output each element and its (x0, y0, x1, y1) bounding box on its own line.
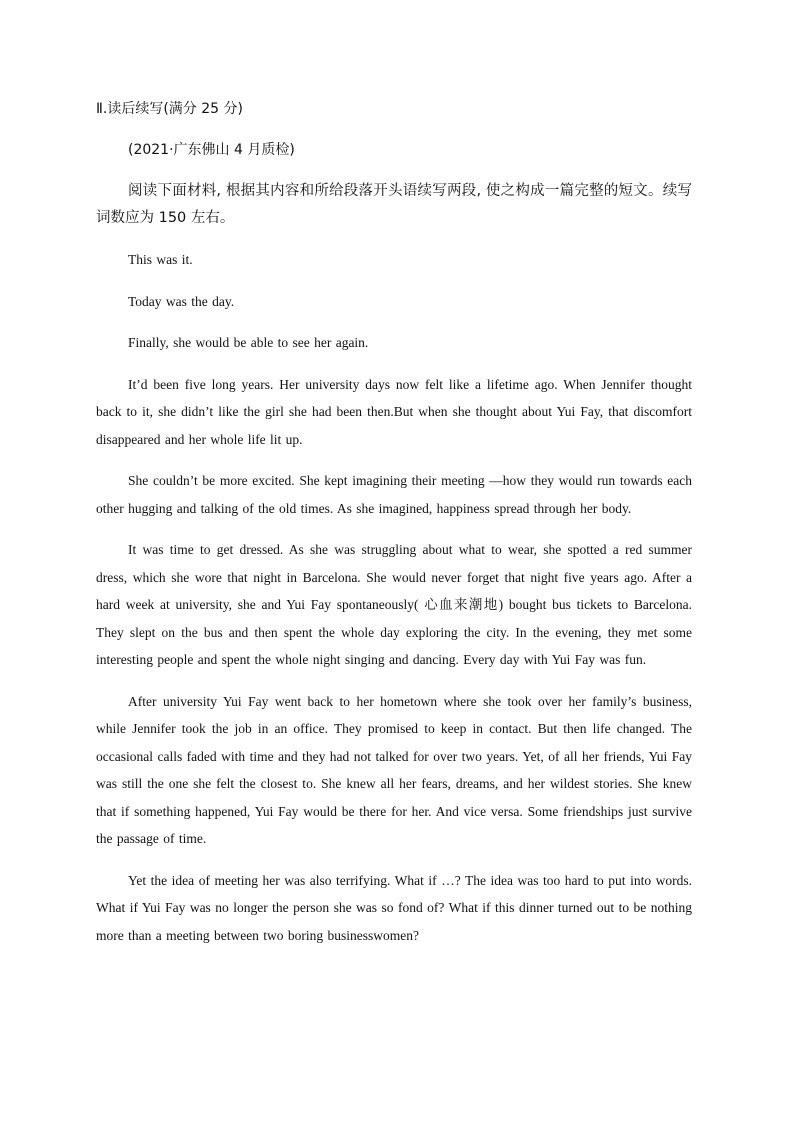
story-paragraph-2: Today was the day. (128, 293, 235, 309)
story-paragraph-7: After university Yui Fay went back to her hometown where she took over her family’s business, while Jennifer took the job in an office. They promised to keep in contact. But then life changed. The occasional calls faded with time and they had not talked for over two years. Yet, of all her friends, Yui Fay was still the one she felt the closest to. She knew all her fears, dreams, and her wildest stories. She knew that if something happened, Yui Fay would be there for her. And vice versa. Some friendships just survive the passage of time. (96, 693, 692, 846)
story-paragraph-1: This was it. (128, 252, 193, 267)
story-paragraph-6: It was time to get dressed. As she was struggling about what to wear, she spotted a red summer dress, which she wore that night in Barcelona. She would never forget that night five years ago. After a hard week at university, she and Yui Fay spontaneously( 心血来潮地) bought bus tickets to Barcelona. They slept on the bus and then spent the whole day exploring the city. In the evening, they met some interesting people and spent the whole night singing and dancing. Every day with Yui Fay was fun. (96, 542, 692, 667)
task-instructions: 阅读下面材料, 根据其内容和所给段落开头语续写两段, 使之构成一篇完整的短文。续写词数应为 150 左右。 (96, 183, 692, 226)
source-note: (2021·广东佛山 4 月质检) (128, 142, 295, 158)
story-paragraph-5: She couldn’t be more excited. She kept imagining their meeting —how they would run towards each other hugging and talking of the old times. As she imagined, happiness spread through her body. (96, 473, 692, 516)
document-body (96, 96, 692, 963)
section-heading: Ⅱ.读后续写(满分 25 分) (96, 101, 243, 117)
story-paragraph-3: Finally, she would be able to see her again. (128, 335, 369, 350)
story-paragraph-8: Yet the idea of meeting her was also terrifying. What if …? The idea was too hard to put into words. What if Yui Fay was no longer the person she was so fond of? What if this dinner turned out to be nothing more than a meeting between two boring businesswomen? (96, 872, 692, 943)
story-paragraph-4: It’d been five long years. Her university days now felt like a lifetime ago. When Jennifer thought back to it, she didn’t like the girl she had been then.But when she thought about Yui Fay, that discomfort disappeared and her whole life lit up. (96, 376, 692, 447)
